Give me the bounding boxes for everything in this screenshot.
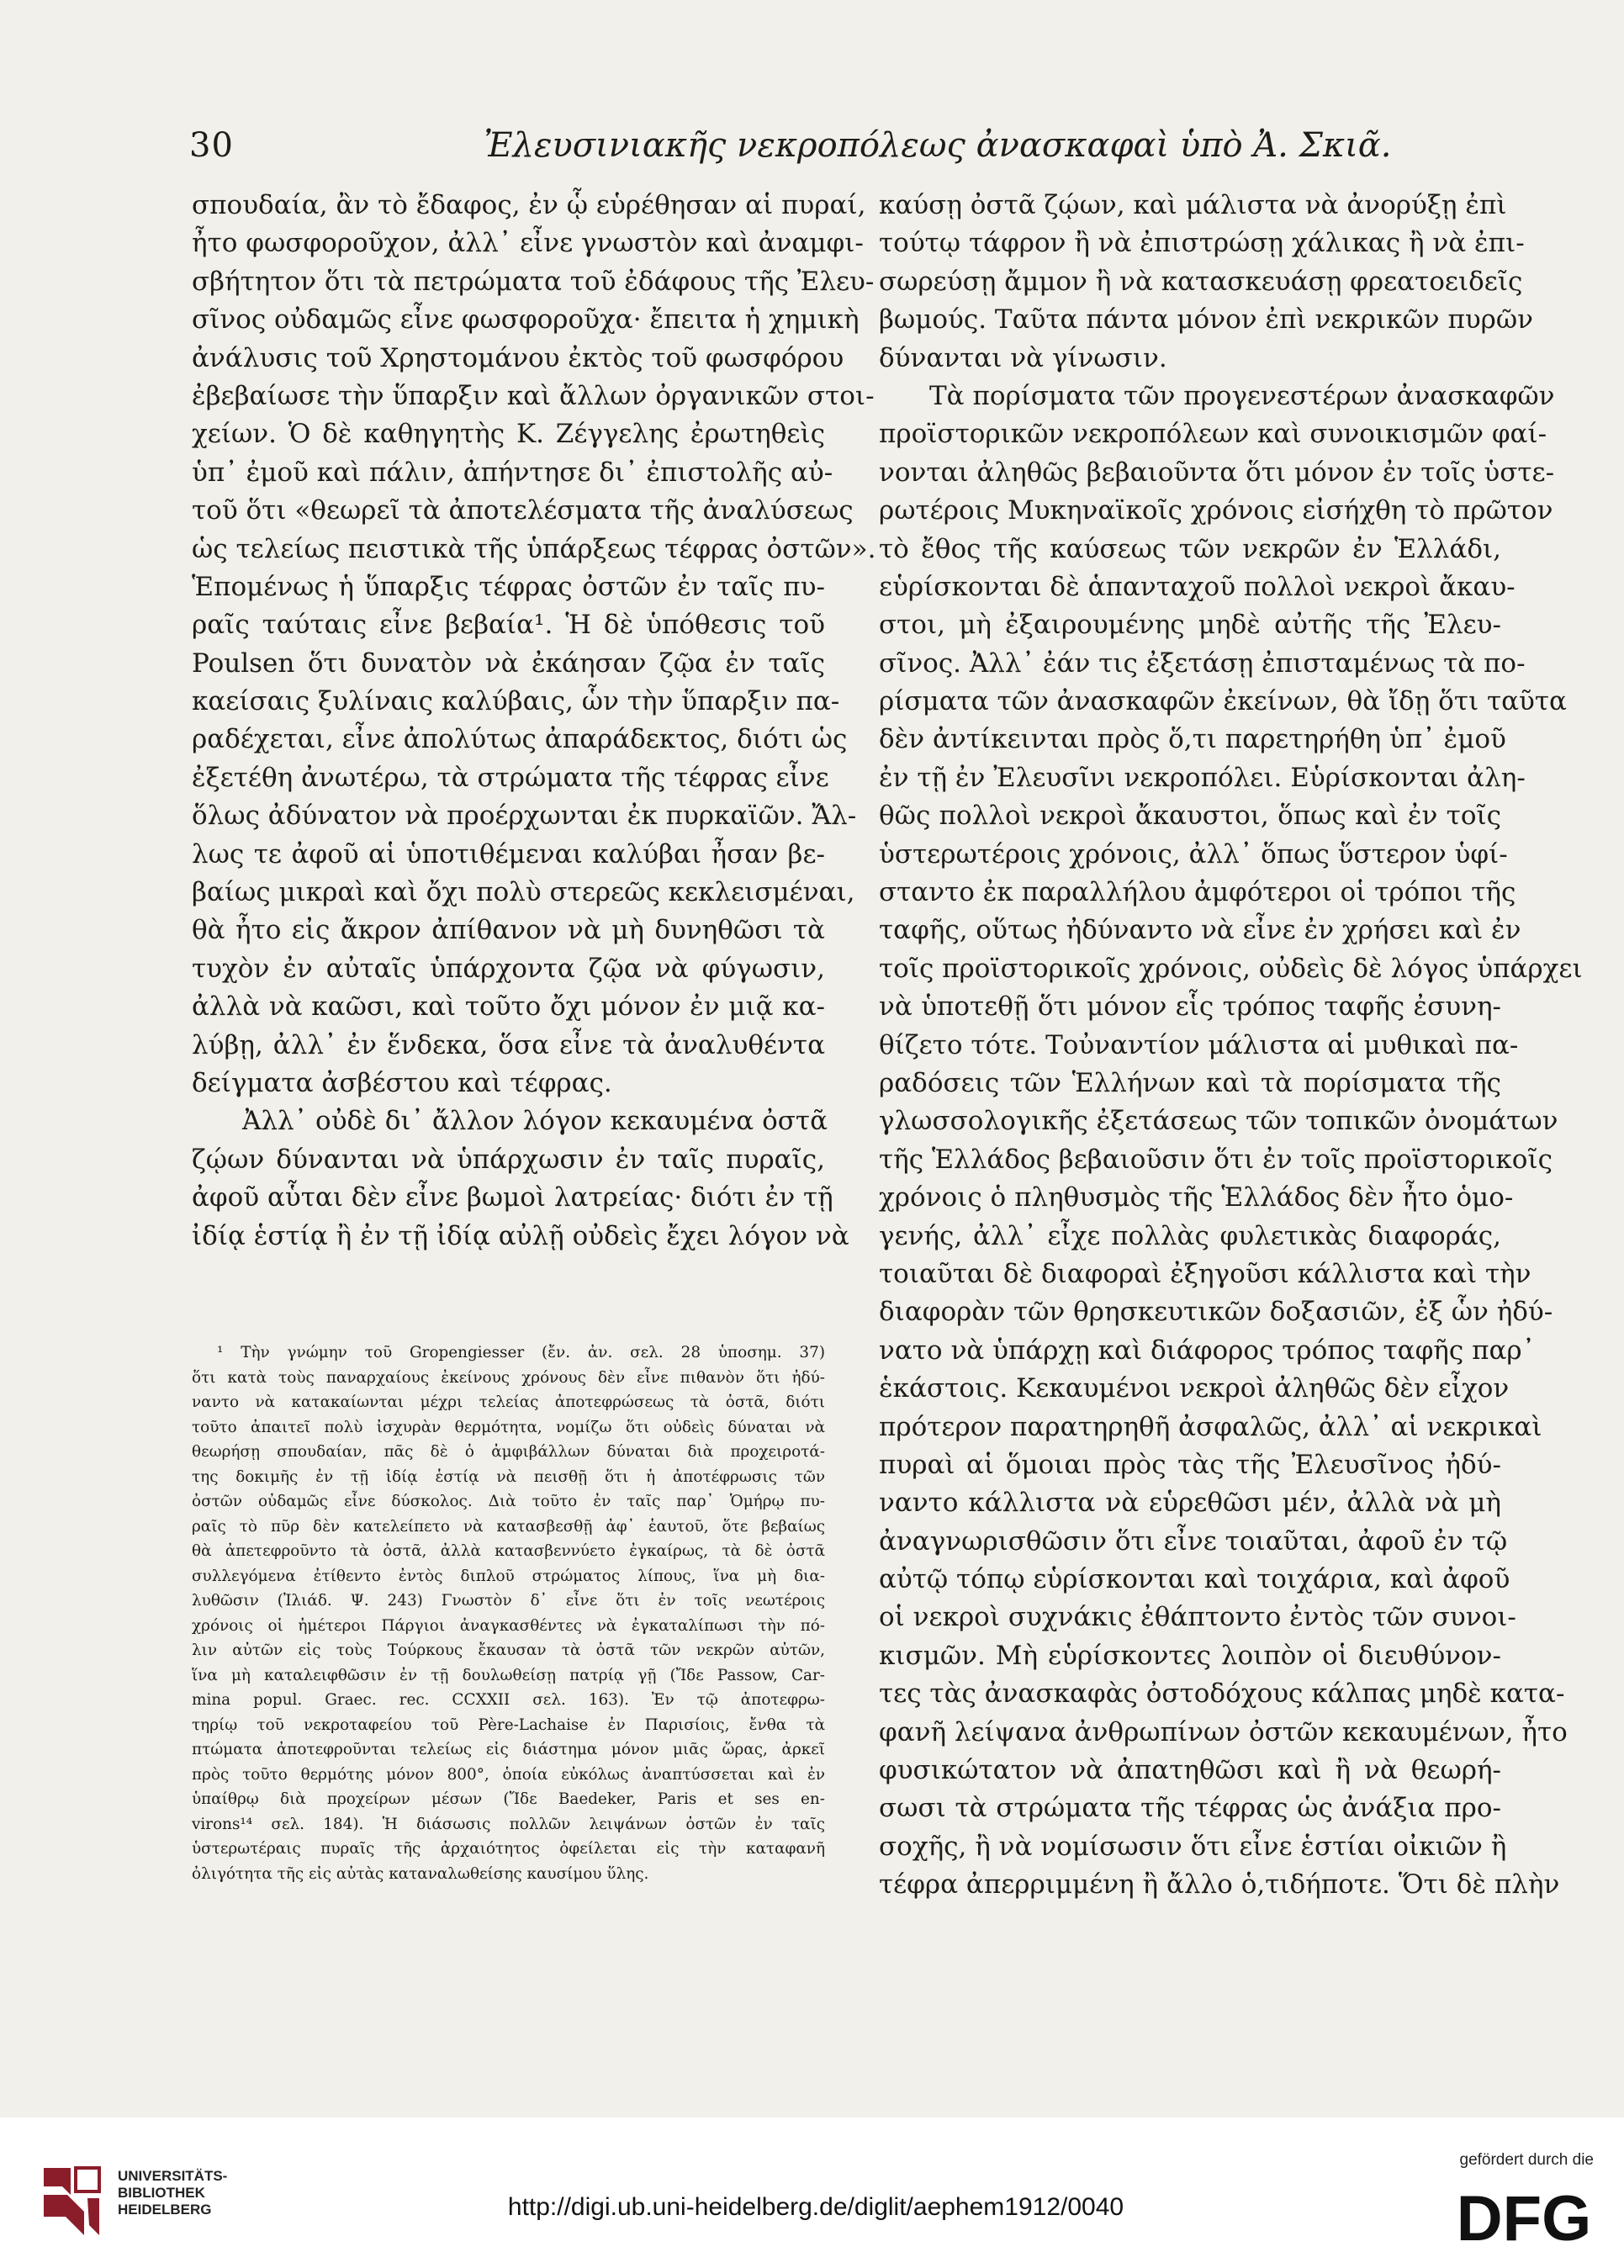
text-line: Ἀλλ᾽ οὐδὲ δι᾽ ἄλλον λόγον κεκαυμένα ὀστᾶ xyxy=(242,1106,828,1137)
text-line: φανῆ λείψανα ἀνθρωπίνων ὀστῶν κεκαυμένων, ἦτο xyxy=(879,1716,1568,1747)
footnote-line: mina popul. Graec. rec. CCXXII σελ. 163). Ἐν τῷ ἀποτεφρω- xyxy=(192,1691,825,1709)
text-line: διαφορὰν τῶν θρησκευτικῶν δοξασιῶν, ἐξ ὧν ἠδύ- xyxy=(879,1297,1553,1328)
right-text-column xyxy=(879,187,1583,1905)
text-line: θίζετο τότε. Τοὐναντίον μάλιστα αἱ μυθικαὶ πα- xyxy=(879,1029,1519,1060)
text-line: τοῦ ὅτι «θεωρεῖ τὰ ἀποτελέσματα τῆς ἀναλύσεως xyxy=(192,495,854,526)
text-line: βωμούς. Ταῦτα πάντα μόνον ἐπὶ νεκρικῶν πυρῶν xyxy=(879,304,1534,336)
text-line: ἑκάστοις. Κεκαυμένοι νεκροὶ ἀληθῶς δὲν εἶχον xyxy=(879,1373,1510,1404)
running-title: Ἐλευσινιακῆς νεκροπόλεως ἀνασκαφαὶ ὑπὸ Ἀ. Σκιᾶ. xyxy=(484,126,1392,165)
text-line: τὸ ἔθος τῆς καύσεως τῶν νεκρῶν ἐν Ἑλλάδι, xyxy=(879,533,1501,564)
text-line: ὑστερωτέροις χρόνοις, ἀλλ᾽ ὅπως ὕστερον ὑφί- xyxy=(879,838,1508,870)
text-line: δύνανται νὰ γίνωσιν. xyxy=(879,342,1167,373)
footnote-line: πρὸς τοῦτο θερμότης μόνον 800°, ὁποία εὐκόλως ἀναπτύσσεται καὶ ἐν xyxy=(192,1765,825,1784)
footnote-line: ὅτι κατὰ τοὺς παναρχαίους ἐκείνους χρόνους δὲν εἶνε πιθανὸν ὅτι ἠδύ- xyxy=(192,1368,825,1387)
footnote-line: ¹ Τὴν γνώμην τοῦ Gropengiesser (ἔν. ἀν. σελ. 28 ὑποσημ. 37) xyxy=(217,1344,825,1361)
text-line: σωρεύσῃ ἄμμον ἢ νὰ κατασκευάσῃ φρεατοειδεῖς xyxy=(879,266,1523,297)
text-line: δὲν ἀντίκεινται πρὸς ὅ,τι παρετηρήθη ὑπ᾽ ἐμοῦ xyxy=(879,724,1506,755)
text-line: ἦτο φωσφοροῦχον, ἀλλ᾽ εἶνε γνωστὸν καὶ ἀναμφι- xyxy=(192,228,864,259)
text-line: σοχῆς, ἢ νὰ νομίσωσιν ὅτι εἶνε ἑστίαι οἰκιῶν ἢ xyxy=(879,1831,1507,1862)
text-line: σῖνος. Ἀλλ᾽ ἐάν τις ἐξετάσῃ ἐπισταμένως τὰ πο- xyxy=(879,648,1526,679)
text-line: αὐτῷ τόπῳ εὑρίσκονται καὶ τοιχάρια, καὶ ἀφοῦ xyxy=(879,1564,1510,1595)
text-line: νὰ ὑποτεθῇ ὅτι μόνον εἷς τρόπος ταφῆς ἐσυνη- xyxy=(879,991,1501,1023)
footnote-line: ὑστερωτέραις πυραῖς τῆς ἀρχαιότητος ὀφείλεται εἰς τὴν καταφανῆ xyxy=(192,1840,825,1858)
text-line: τοῖς προϊστορικοῖς χρόνοις, οὐδεὶς δὲ λόγος ὑπάρχει xyxy=(879,953,1583,984)
text-line: σῖνος οὐδαμῶς εἶνε φωσφοροῦχα· ἔπειτα ἡ χημικὴ xyxy=(192,304,860,336)
footnote-line: ὀστῶν οὐδαμῶς εἶνε δύσκολος. Διὰ τοῦτο ἐν ταῖς παρ᾽ Ὁμήρῳ πυ- xyxy=(192,1493,825,1510)
text-line: σωσι τὰ στρώματα τῆς τέφρας ὡς ἀνάξια προ- xyxy=(879,1793,1501,1824)
footnotes xyxy=(192,1340,825,1886)
text-line: ναντο κάλλιστα νὰ εὑρεθῶσι μέν, ἀλλὰ νὰ μὴ xyxy=(879,1488,1501,1519)
text-line: θὰ ἦτο εἰς ἄκρον ἀπίθανον νὰ μὴ δυνηθῶσι τὰ xyxy=(192,915,825,946)
text-line: ρίσματα τῶν ἀνασκαφῶν ἐκείνων, θὰ ἴδῃ ὅτι ταῦτα xyxy=(879,686,1567,717)
text-line: χείων. Ὁ δὲ καθηγητὴς Κ. Ζέγγελης ἐρωτηθεὶς xyxy=(192,419,825,450)
text-line: φυσικώτατον νὰ ἀπατηθῶσι καὶ ἢ νὰ θεωρή- xyxy=(879,1755,1501,1786)
funded-by-text: gefördert durch die xyxy=(1459,2151,1594,2169)
text-line: Ἑπομένως ἡ ὕπαρξις τέφρας ὀστῶν ἐν ταῖς πυ- xyxy=(192,571,825,602)
text-line: καύσῃ ὀστᾶ ζῴων, καὶ μάλιστα νὰ ἀνορύξῃ ἐπὶ xyxy=(879,190,1507,220)
text-line: οἱ νεκροὶ συχνάκις ἐθάπτοντο ἐντὸς τῶν συνοι- xyxy=(879,1602,1516,1633)
text-line: ἀναγνωρισθῶσιν ὅτι εἶνε τοιαῦται, ἀφοῦ ἐν τῷ xyxy=(879,1525,1508,1557)
text-line: ζῴων δύνανται νὰ ὑπάρχωσιν ἐν ταῖς πυραῖς, xyxy=(192,1144,825,1175)
footnote-line: θὰ ἀπετεφροῦντο τὰ ὀστᾶ, ἀλλὰ κατασβεννύετο ἐγκαίρως, τὰ δὲ ὀστᾶ xyxy=(192,1542,825,1560)
text-line: ὑπ᾽ ἐμοῦ καὶ πάλιν, ἀπήντησε δι᾽ ἐπιστολῆς αὐ- xyxy=(192,457,833,488)
text-line: Poulsen ὅτι δυνατὸν νὰ ἐκάησαν ζῷα ἐν ταῖς xyxy=(192,648,825,679)
footnote-line: ὑπαίθρῳ διὰ προχείρων μέσων (Ἴδε Baedeker, Paris et ses en- xyxy=(192,1790,825,1808)
text-line: γλωσσολογικῆς ἐξετάσεως τῶν τοπικῶν ὀνομάτων xyxy=(879,1106,1558,1137)
footnote-line: τοῦτο ἀπαιτεῖ πολὺ ἰσχυρὰν θερμότητα, νομίζω ὅτι οὐδεὶς δύναται νὰ xyxy=(192,1418,825,1436)
text-line: τοιαῦται δὲ διαφοραὶ ἐξηγοῦσι κάλλιστα καὶ τὴν xyxy=(879,1258,1531,1289)
page-number: 30 xyxy=(189,126,234,165)
text-line: ραδέχεται, εἶνε ἀπολύτως ἀπαράδεκτος, διότι ὡς xyxy=(192,724,848,755)
text-line: εὑρίσκονται δὲ ἁπανταχοῦ πολλοὶ νεκροὶ ἄκαυ- xyxy=(879,571,1516,602)
text-line: ἐβεβαίωσε τὴν ὕπαρξιν καὶ ἄλλων ὀργανικῶν στοι- xyxy=(192,380,875,411)
text-line: προϊστορικῶν νεκροπόλεων καὶ συνοικισμῶν φαί- xyxy=(879,419,1547,450)
text-line: ὅλως ἀδύνατον νὰ προέρχωνται ἐκ πυρκαϊῶν. Ἄλ- xyxy=(192,801,857,832)
footnote-line: θεωρήσῃ σπουδαίαν, πᾶς δὲ ὁ ἀμφιβάλλων δύναται διὰ προχειροτά- xyxy=(192,1443,825,1461)
text-line: σβήτητον ὅτι τὰ πετρώματα τοῦ ἐδάφους τῆς Ἐλευ- xyxy=(192,266,875,297)
text-line: νονται ἀληθῶς βεβαιοῦντα ὅτι μόνον ἐν τοῖς ὑστε- xyxy=(879,457,1555,488)
text-line: βαίως μικραὶ καὶ ὄχι πολὺ στερεῶς κεκλεισμέναι, xyxy=(192,877,855,908)
footnote-line: λυθῶσιν (Ἰλιάδ. Ψ. 243) Γνωστὸν δ᾽ εἶνε ὅτι ἐν τοῖς νεωτέροις xyxy=(192,1592,825,1610)
text-line: πρότερον παρατηρηθῆ ἀσφαλῶς, ἀλλ᾽ αἱ νεκρικαὶ xyxy=(879,1411,1542,1442)
university-library-logo xyxy=(37,2161,106,2242)
text-line: Τὰ πορίσματα τῶν προγενεστέρων ἀνασκαφῶν xyxy=(929,380,1555,411)
footnote-line: πτώματα ἀποτεφροῦνται τελείως εἰς διάστημα μόνον μιᾶς ὥρας, ἀρκεῖ xyxy=(192,1741,825,1758)
text-line: τούτῳ τάφρον ἢ νὰ ἐπιστρώσῃ χάλικας ἢ νὰ ἐπι- xyxy=(879,228,1525,259)
text-line: καείσαις ξυλίναις καλύβαις, ὧν τὴν ὕπαρξιν πα- xyxy=(192,686,840,717)
text-line: ἀφοῦ αὗται δὲν εἶνε βωμοὶ λατρείας· διότι ἐν τῇ xyxy=(192,1182,833,1213)
page-header xyxy=(189,126,1501,177)
footnote-line: virons¹⁴ σελ. 184). Ἡ διάσωσις πολλῶν λειψάνων ὀστῶν ἐν ταῖς xyxy=(192,1815,825,1833)
text-line: λύβῃ, ἀλλ᾽ ἐν ἕνδεκα, ὅσα εἶνε τὰ ἀναλυθέντα xyxy=(192,1029,825,1060)
text-line: ἰδίᾳ ἑστίᾳ ἢ ἐν τῇ ἰδίᾳ αὐλῇ οὐδεὶς ἔχει λόγον νὰ xyxy=(192,1220,849,1251)
text-line: νατο νὰ ὑπάρχῃ καὶ διάφορος τρόπος ταφῆς παρ᾽ xyxy=(879,1335,1536,1366)
footnote-line: ὀλιγότητα τῆς εἰς αὐτὰς καταναλωθείσης καυσίμου ὕλης. xyxy=(192,1864,649,1883)
text-line: ὡς τελείως πειστικὰ τῆς ὑπάρξεως τέφρας ὀστῶν». xyxy=(192,533,876,564)
footnote-line: ραῖς τὸ πῦρ δὲν κατελείπετο νὰ κατασβεσθῇ ἀφ᾽ ἑαυτοῦ, ὅτε βεβαίως xyxy=(192,1517,825,1536)
footnote-line: λιν αὐτῶν εἰς τοὺς Τούρκους ἔκαυσαν τὰ ὀστᾶ τῶν νεκρῶν αὐτῶν, xyxy=(192,1642,825,1659)
text-line: τυχὸν ἐν αὐταῖς ὑπάρχοντα ζῷα νὰ φύγωσιν, xyxy=(192,953,825,984)
text-line: ἀλλὰ νὰ καῶσι, καὶ τοῦτο ὄχι μόνον ἐν μιᾷ κα- xyxy=(192,991,825,1023)
text-line: χρόνοις ὁ πληθυσμὸς τῆς Ἑλλάδος δὲν ἦτο ὁμο- xyxy=(879,1182,1514,1213)
text-line: σταντο ἐκ παραλλήλου ἀμφότεροι οἱ τρόποι τῆς xyxy=(879,877,1516,908)
text-line: ἐξετέθη ἀνωτέρω, τὰ στρώματα τῆς τέφρας εἶνε xyxy=(192,762,829,793)
text-line: τέφρα ἀπερριμμένη ἢ ἄλλο ὁ,τιδήποτε. Ὅτι δὲ πλὴν xyxy=(879,1869,1560,1901)
dfg-logo xyxy=(1452,2183,1595,2255)
text-line: ρωτέροις Μυκηναϊκοῖς χρόνοις εἰσήχθη τὸ πρῶτον xyxy=(879,495,1553,526)
text-line: ἀνάλυσις τοῦ Χρηστομάνου ἐκτὸς τοῦ φωσφόρου xyxy=(192,342,844,373)
footnote-line: της δοκιμῆς ἐν τῇ ἰδίᾳ ἑστίᾳ νὰ πεισθῇ ὅτι ἡ ἀποτέφρωσις τῶν xyxy=(192,1467,825,1486)
text-line: ταφῆς, οὕτως ἠδύναντο νὰ εἶνε ἐν χρήσει καὶ ἐν xyxy=(879,915,1521,946)
footnote-line: ἵνα μὴ καταλειφθῶσιν ἐν τῇ δουλωθείσῃ πατρίᾳ γῇ (Ἴδε Passow, Car- xyxy=(192,1666,825,1684)
text-line: δείγματα ἀσβέστου καὶ τέφρας. xyxy=(192,1067,612,1098)
text-line: ραῖς ταύταις εἶνε βεβαία¹. Ἡ δὲ ὑπόθεσις τοῦ xyxy=(192,610,825,641)
footnote-line: ναντο νὰ κατακαίωνται μέχρι τελείας ἀποτεφρώσεως τὰ ὀστᾶ, διότι xyxy=(192,1393,825,1411)
footer-bar xyxy=(0,2117,1624,2268)
university-library-name: UNIVERSITÄTS- BIBLIOTHEK HEIDELBERG xyxy=(118,2168,228,2218)
text-line: κισμῶν. Μὴ εὑρίσκοντες λοιπὸν οἱ διευθύνον- xyxy=(879,1640,1501,1671)
footnote-line: χρόνοις οἱ ἡμέτεροι Πάργιοι ἀναγκασθέντες νὰ ἐγκαταλίπωσι τὴν πό- xyxy=(192,1616,825,1635)
text-line: σπουδαία, ἂν τὸ ἔδαφος, ἐν ᾧ εὑρέθησαν αἱ πυραί, xyxy=(192,190,866,220)
text-line: γενής, ἀλλ᾽ εἶχε πολλὰς φυλετικὰς διαφοράς, xyxy=(879,1220,1501,1251)
dfg-logo-text: DFG xyxy=(1456,2183,1592,2255)
footnote-line: συλλεγόμενα ἐτίθεντο ἐντὸς διπλοῦ στρώματος λίπους, ἵνα μὴ δια- xyxy=(192,1567,825,1585)
source-url-link[interactable]: http://digi.ub.uni-heidelberg.de/diglit/aephem1912/0040 xyxy=(507,2193,1124,2221)
text-line: στοι, μὴ ἐξαιρουμένης μηδὲ αὐτῆς τῆς Ἐλευ- xyxy=(879,610,1501,641)
footnote-line: τηρίῳ τοῦ νεκροταφείου τοῦ Père-Lachaise ἐν Παρισίοις, ἔνθα τὰ xyxy=(192,1716,825,1734)
text-line: πυραὶ αἱ ὅμοιαι πρὸς τὰς τῆς Ἐλευσῖνος ἠδύ- xyxy=(879,1449,1501,1480)
text-line: τες τὰς ἀνασκαφὰς ὀστοδόχους κάλπας μηδὲ κατα- xyxy=(879,1679,1565,1710)
text-line: λως τε ἀφοῦ αἱ ὑποτιθέμεναι καλύβαι ἦσαν βε- xyxy=(192,838,825,870)
text-line: ἐν τῇ ἐν Ἐλευσῖνι νεκροπόλει. Εὑρίσκονται ἀλη- xyxy=(879,762,1526,793)
text-line: ραδόσεις τῶν Ἑλλήνων καὶ τὰ πορίσματα τῆς xyxy=(879,1067,1501,1098)
text-line: θῶς πολλοὶ νεκροὶ ἄκαυστοι, ὅπως καὶ ἐν τοῖς xyxy=(879,801,1501,832)
left-text-column xyxy=(192,187,876,1256)
text-line: τῆς Ἑλλάδος βεβαιοῦσιν ὅτι ἐν τοῖς προϊστορικοῖς xyxy=(879,1144,1553,1175)
